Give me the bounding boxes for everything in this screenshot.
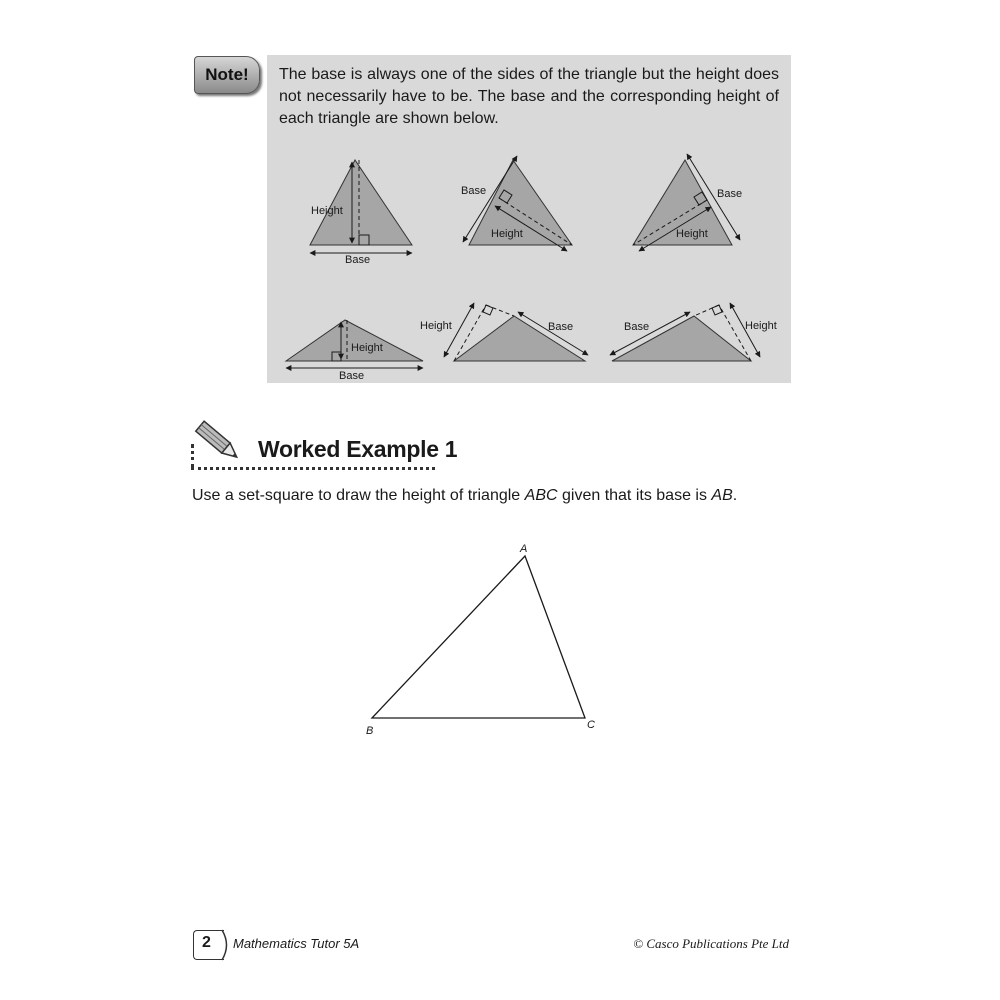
note-badge-label: Note!	[205, 65, 249, 84]
height-label: Height	[311, 205, 343, 217]
base-label: Base	[345, 254, 371, 266]
copyright-notice: © Casco Publications Pte Ltd	[633, 936, 789, 951]
triangle-figure-3	[627, 150, 757, 260]
base-label: Base	[624, 321, 650, 333]
worked-example-title: Worked Example 1	[258, 436, 458, 462]
base-name: AB	[711, 487, 733, 504]
base-label: Base	[461, 185, 487, 197]
worked-example-underline	[191, 467, 435, 470]
triangle-figure-2	[455, 150, 585, 260]
height-label: Height	[676, 228, 708, 240]
vertex-b-label: B	[366, 725, 374, 737]
pencil-icon	[190, 418, 250, 470]
triangle-figure-6	[606, 295, 786, 375]
triangle-figure-4	[280, 310, 430, 385]
instruction-text: given that its base is	[557, 487, 712, 504]
triangle-figure-5	[418, 295, 593, 375]
book-title: Mathematics Tutor 5A	[233, 936, 360, 951]
base-label: Base	[717, 188, 743, 200]
height-label: Height	[351, 342, 383, 354]
height-label: Height	[491, 228, 523, 240]
page-number-chevron	[221, 929, 233, 961]
page-number: 2	[202, 934, 211, 951]
triangle-abc	[360, 538, 610, 743]
triangle-figure-1	[300, 150, 425, 270]
vertex-c-label: C	[587, 719, 595, 731]
instruction-text: .	[732, 487, 738, 504]
base-label: Base	[548, 321, 574, 333]
instruction-text: Use a set-square to draw the height of triangle	[192, 487, 525, 504]
triangle-name: ABC	[524, 487, 558, 504]
height-label: Height	[745, 320, 777, 332]
note-text: The base is always one of the sides of the triangle but the height does not necessarily have to be. The base and the corresponding height of each triangle are shown below.	[279, 66, 779, 127]
height-label: Height	[420, 320, 452, 332]
base-label: Base	[339, 370, 365, 382]
worked-example-instruction	[192, 487, 737, 505]
note-badge	[194, 56, 260, 94]
vertex-a-label: A	[520, 543, 528, 555]
worked-example-divider	[191, 444, 194, 468]
